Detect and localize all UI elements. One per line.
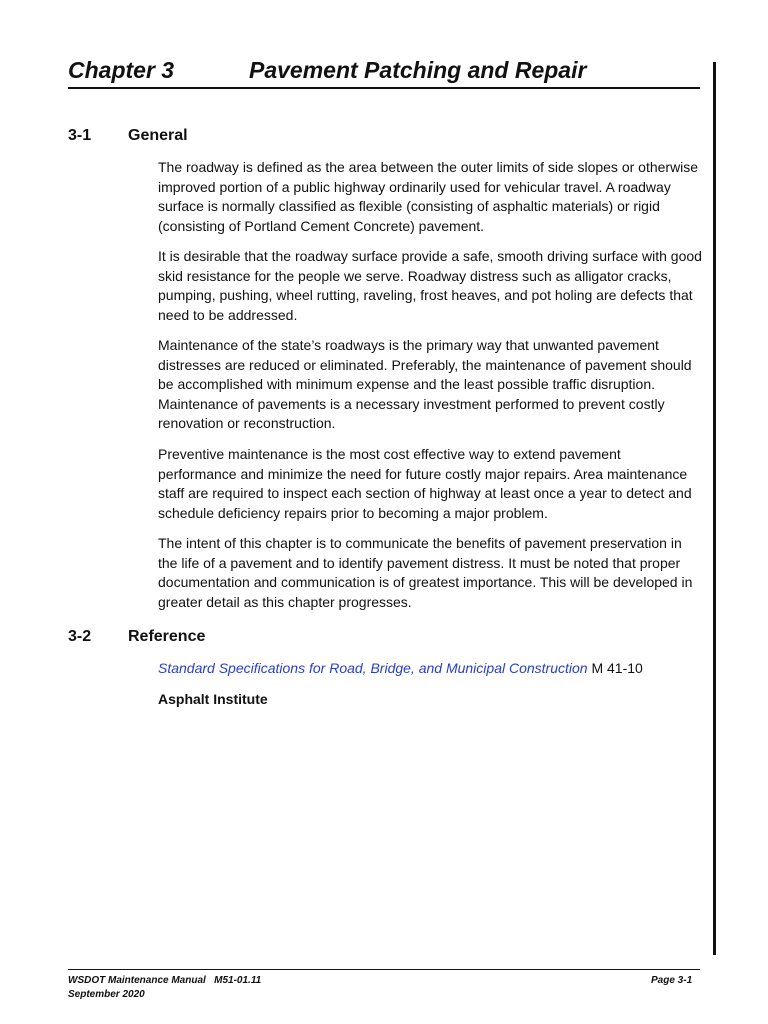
reference-asphalt-institute	[158, 690, 703, 710]
section-title-general: General	[128, 127, 188, 144]
section-number-reference: 3-2	[68, 628, 92, 645]
revision-bar	[713, 62, 716, 955]
paragraph-maintenance: Maintenance of the state’s roadways is the primary way that unwanted pavement distresses are reduced or eliminated. Preferably, the maintenance of pavement should be accomplished with minimum expense and the least possible traffic disruption. Maintenance of pavements is a necessary investment performed to prevent costly renovation or reconstruction.	[158, 337, 692, 432]
paragraph-intent: The intent of this chapter is to communicate the benefits of pavement preservation in the life of a pavement and to identify pavement distress. It must be noted that proper documentation and communication is of greatest importance. This will be developed in greater detail as this chapter progresses.	[158, 535, 693, 610]
asphalt-institute-label: Asphalt Institute	[158, 691, 268, 707]
standard-specs-code: M 41-10	[587, 660, 643, 676]
chapter-title: Pavement Patching and Repair	[249, 57, 587, 83]
paragraph-roadway-definition: The roadway is defined as the area between the outer limits of side slopes or otherwise improved portion of a public highway ordinarily used for vehicular travel. A roadway surface is normally classified as flexible (consisting of asphaltic materials) or rigid (consisting of Portland Cement Concrete) pavement.	[158, 159, 699, 234]
paragraph-preventive: Preventive maintenance is the most cost effective way to extend pavement performance and minimize the need for future costly major repairs. Area maintenance staff are required to inspect each section of highway at least once a year to detect and schedule deficiency repairs prior to becoming a major problem.	[158, 446, 692, 521]
section-title-reference: Reference	[128, 628, 206, 645]
chapter-header	[68, 56, 700, 89]
chapter-number: Chapter 3	[68, 57, 175, 83]
paragraph-roadway-surface: It is desirable that the roadway surface provide a safe, smooth driving surface with good skid resistance for the people we serve. Roadway distress such as alligator cracks, pumping, pushing, wheel rutting, raveling, frost heaves, and pot holing are defects that need to be addressed.	[158, 248, 702, 323]
section-number-general: 3-1	[68, 127, 92, 144]
footer-date: September 2020	[68, 989, 145, 1000]
standard-specs-link[interactable]: Standard Specifications for Road, Bridge, and Municipal Construction	[158, 660, 588, 676]
footer-rule	[68, 969, 700, 970]
reference-standard-specs	[158, 659, 703, 679]
footer-page-number: Page 3-1	[651, 975, 693, 986]
footer-manual: WSDOT Maintenance Manual M51-01.11	[68, 975, 262, 986]
